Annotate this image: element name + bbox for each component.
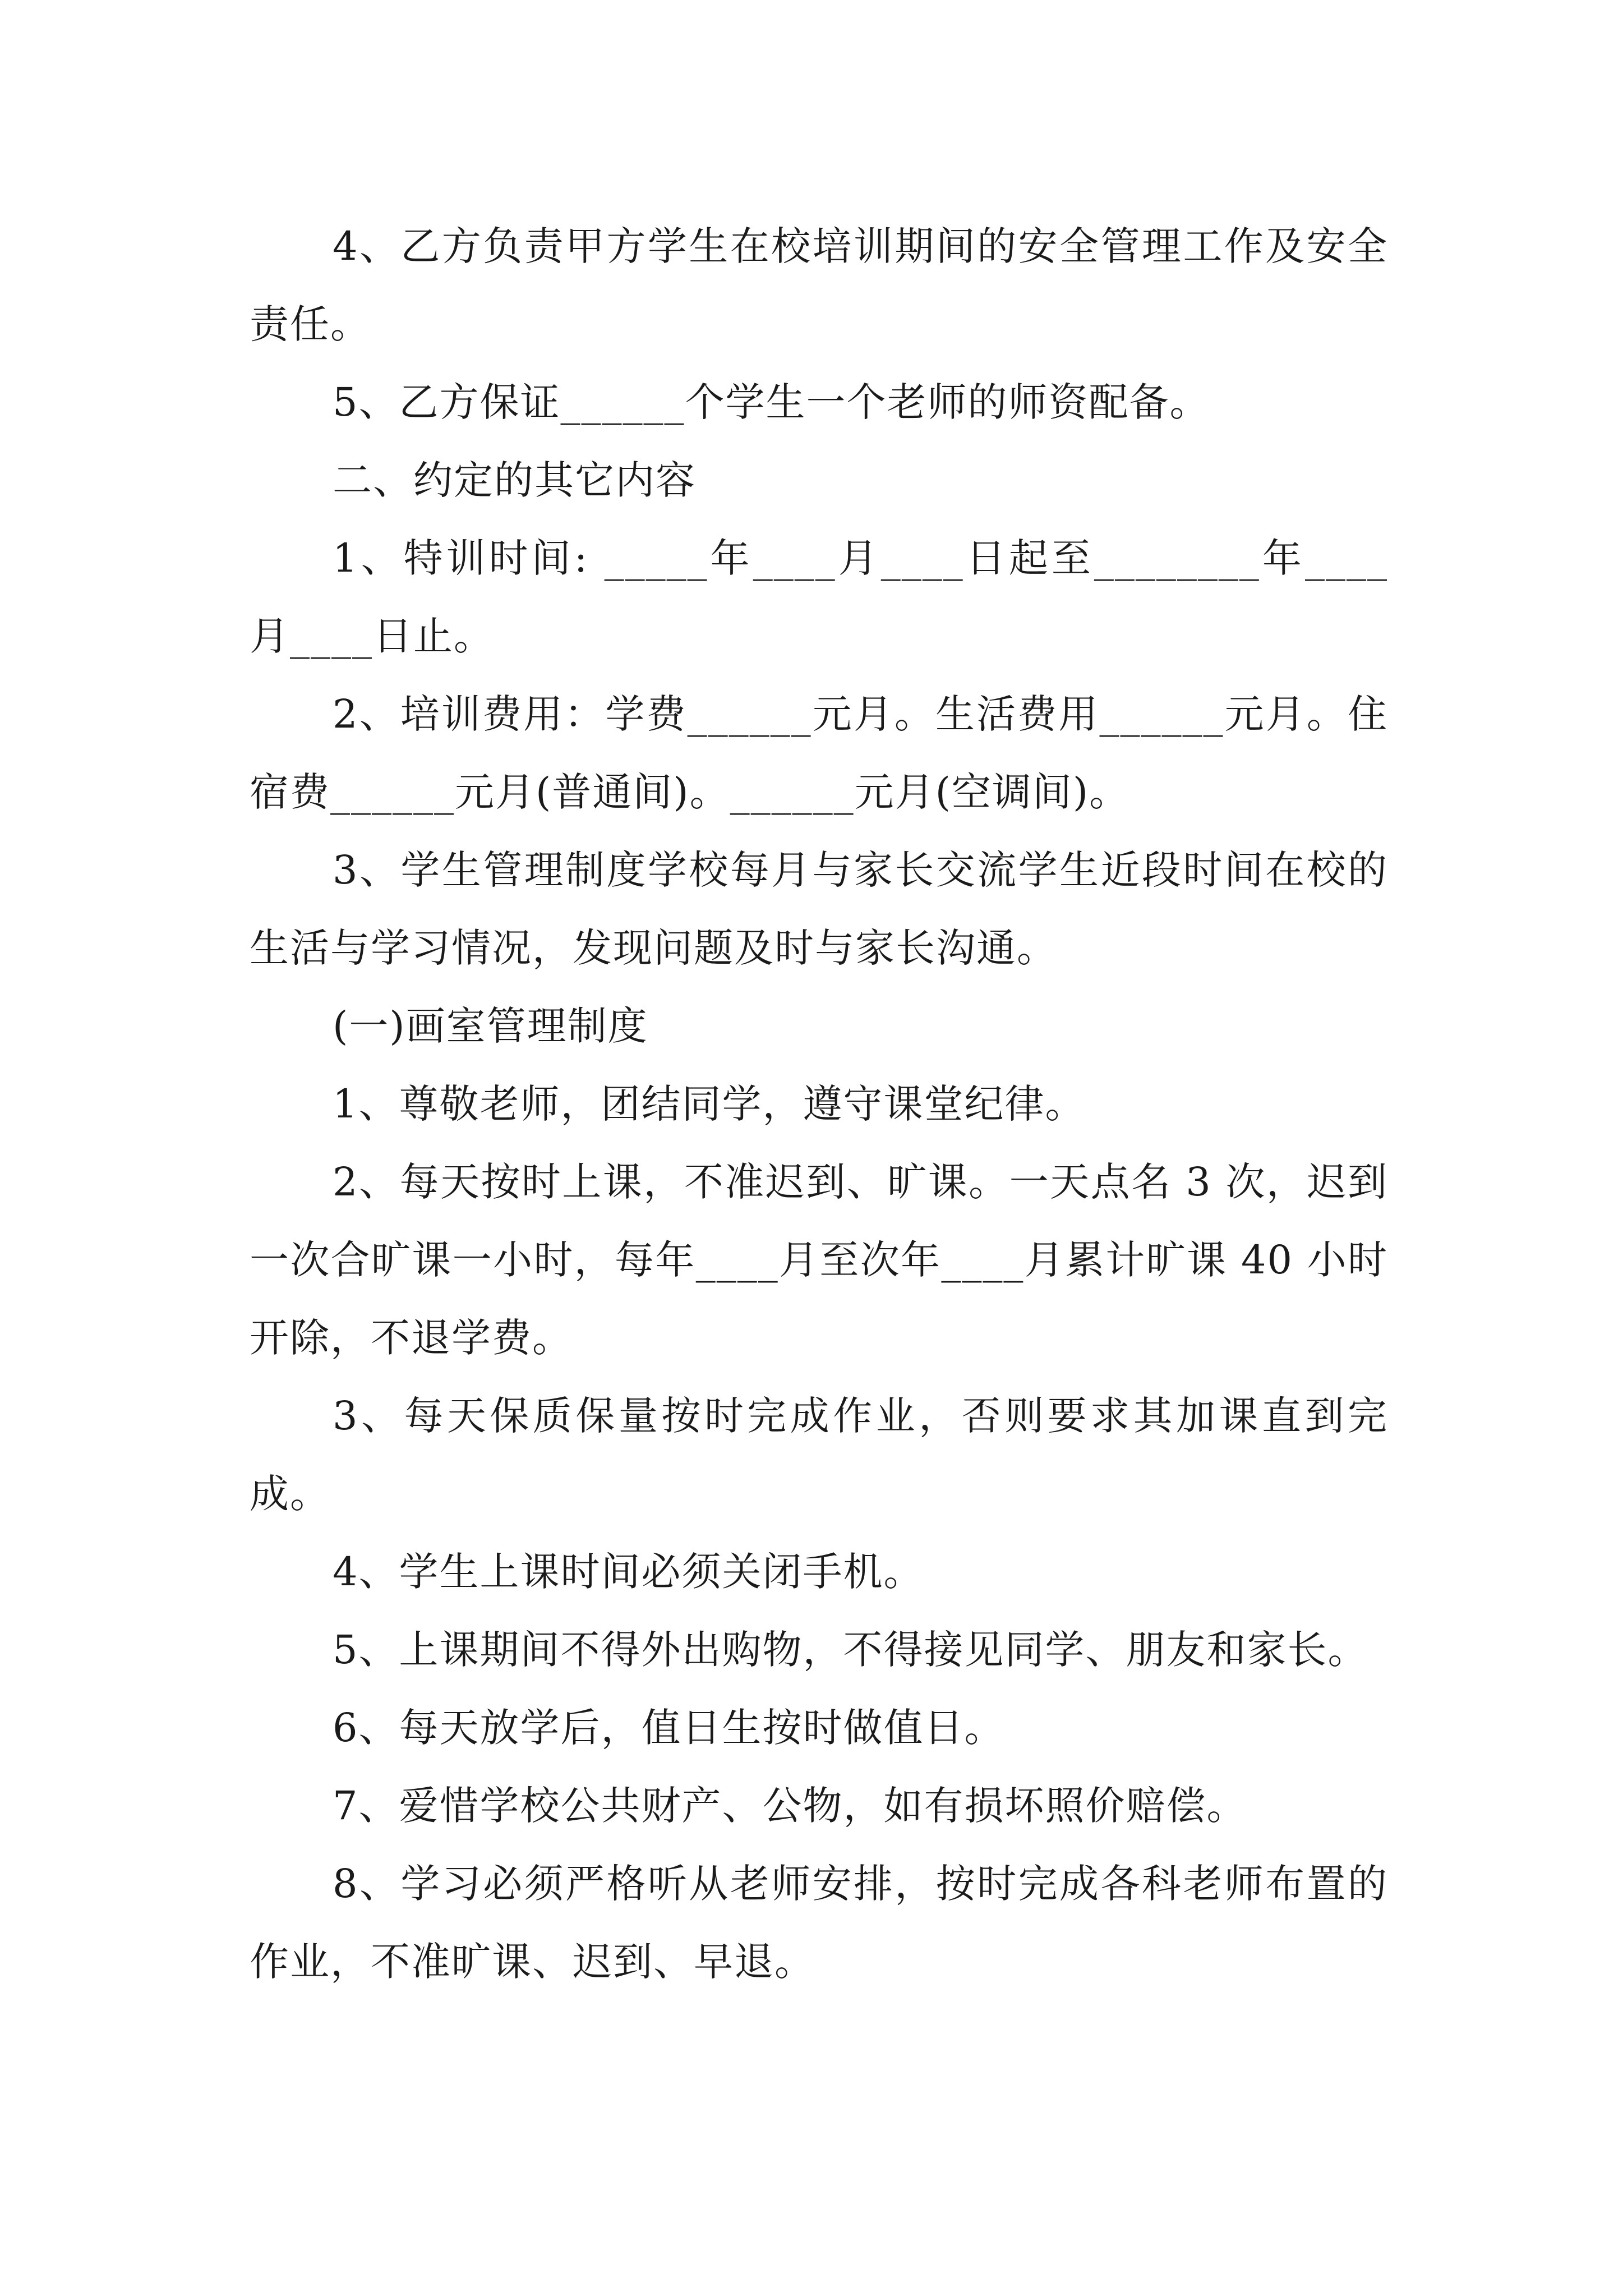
rule-6-duty: 6、每天放学后，值日生按时做值日。 bbox=[333, 1705, 1005, 1751]
clause-student-management: 3、学生管理制度学校每月与家长交流学生近段时间在校的生活与学习情况，发现问题及时与家长沟通。 bbox=[250, 847, 1388, 971]
rule-5-leaving: 5、上课期间不得外出购物，不得接见同学、朋友和家长。 bbox=[333, 1627, 1368, 1673]
clause-training-fees: 2、培训费用：学费______元月。生活费用______元月。住宿费______元月(普通间)。______元月(空调间)。 bbox=[250, 691, 1388, 815]
rule-1-respect: 1、尊敬老师，团结同学，遵守课堂纪律。 bbox=[333, 1081, 1086, 1127]
subheading-studio-rules: (一)画室管理制度 bbox=[333, 1003, 648, 1049]
rule-3-homework: 3、每天保质保量按时完成作业，否则要求其加课直到完成。 bbox=[250, 1393, 1388, 1517]
rule-7-property: 7、爱惜学校公共财产、公物，如有损坏照价赔偿。 bbox=[333, 1783, 1247, 1829]
clause-4-safety: 4、乙方负责甲方学生在校培训期间的安全管理工作及安全责任。 bbox=[250, 223, 1388, 347]
rule-2-attendance: 2、每天按时上课，不准迟到、旷课。一天点名 3 次，迟到一次合旷课一小时，每年____月至次年____月累计旷课 40 小时开除，不退学费。 bbox=[250, 1159, 1388, 1361]
document-body bbox=[250, 208, 1388, 2001]
section-heading-other-terms: 二、约定的其它内容 bbox=[333, 457, 696, 503]
clause-5-teacher-ratio: 5、乙方保证______个学生一个老师的师资配备。 bbox=[333, 379, 1210, 425]
rule-8-obedience: 8、学习必须严格听从老师安排，按时完成各科老师布置的作业，不准旷课、迟到、早退。 bbox=[250, 1861, 1388, 1985]
rule-4-phones: 4、学生上课时间必须关闭手机。 bbox=[333, 1549, 924, 1595]
clause-training-period: 1、特训时间: _____年____月____日起至________年____月____日止。 bbox=[250, 535, 1388, 659]
